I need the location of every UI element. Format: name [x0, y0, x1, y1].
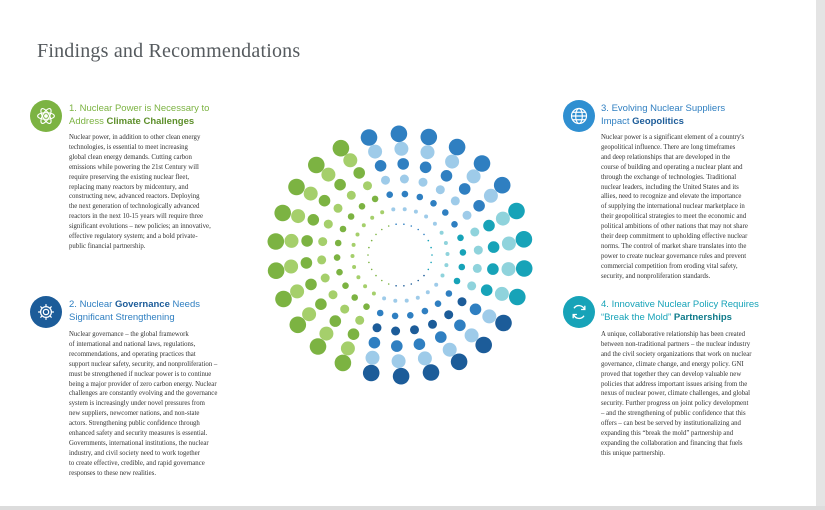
spiral-dot	[368, 262, 370, 264]
section-2-line: responses to these new realities.	[69, 469, 157, 477]
spiral-dot	[391, 340, 403, 352]
spiral-dot	[355, 316, 364, 325]
spiral-dot	[495, 287, 509, 301]
spiral-dot	[351, 254, 355, 258]
section-1-icon-badge	[30, 100, 62, 132]
section-2-line: recommendations, and operating practices that	[69, 350, 196, 358]
spiral-dot	[441, 170, 453, 182]
spiral-dot	[397, 158, 409, 170]
spiral-dot	[463, 211, 472, 220]
spiral-dot	[411, 225, 413, 227]
spiral-dot	[446, 290, 453, 297]
spiral-dot	[444, 310, 453, 319]
section-1-line: effective regulatory system; and a bold private-	[69, 233, 198, 241]
section-1-line: the next generation of technologically advanced	[69, 203, 200, 211]
spiral-dot	[342, 282, 349, 289]
spiral-dot	[370, 216, 374, 220]
spiral-dot	[405, 299, 409, 303]
section-4-line: and the civil society organizations that work on nuclear	[601, 350, 752, 358]
spiral-dot	[417, 229, 419, 231]
page-title: Findings and Recommendations	[37, 40, 301, 62]
spiral-dot	[317, 255, 326, 264]
section-4-line: policies that address important issues arising from the	[601, 380, 748, 388]
spiral-dot	[284, 260, 298, 274]
spiral-dot	[382, 296, 386, 300]
spiral-dot	[302, 307, 316, 321]
spiral-dot	[335, 240, 342, 247]
spiral-dot	[423, 275, 425, 277]
spiral-dot	[509, 289, 526, 306]
section-2-line: actors. Strengthening public confidence through	[69, 420, 200, 428]
spiral-dot	[391, 126, 408, 143]
spiral-dot	[434, 283, 438, 287]
section-2-heading-prefix: Nuclear	[79, 299, 115, 310]
spiral-dot	[417, 280, 419, 282]
spiral-dot	[470, 304, 482, 316]
section-4-line: expanding this “break the mold” partnership and	[601, 430, 734, 438]
section-4-line: governance, climate change, and energy policy. GNI	[601, 360, 744, 368]
section-4-line: expanding the collaboration and financing that fuels	[601, 439, 743, 447]
spiral-dot	[363, 303, 370, 310]
section-4-line: security. Further progress on joint policy development	[601, 400, 749, 408]
section-4-line: this unique partnership.	[601, 449, 665, 457]
spiral-dot	[446, 252, 450, 256]
section-4-line: nexus of nuclear power, climate challenges, and global	[601, 390, 751, 398]
spiral-dot	[324, 220, 333, 229]
section-1-line: emissions while powering the 21st Century will	[69, 163, 199, 171]
spiral-dot	[451, 196, 460, 205]
section-1-line: require preserving the existing nuclear fleet,	[69, 173, 190, 181]
spiral-dot	[411, 283, 413, 285]
spiral-dot	[340, 226, 347, 233]
spiral-dot	[333, 140, 350, 157]
spiral-dot	[329, 290, 338, 299]
spiral-dot	[268, 233, 285, 250]
spiral-dot	[421, 129, 438, 146]
spiral-dot	[315, 298, 327, 310]
atom-icon	[36, 106, 56, 126]
spiral-dot	[335, 355, 352, 372]
section-1-line: significant evolutions – new policies; an innovative,	[69, 223, 211, 231]
section-1-body	[69, 133, 259, 252]
spiral-dot	[291, 209, 305, 223]
section-4-line: between non-traditional partners – the nuclear industry	[601, 340, 751, 348]
section-3-heading-line1: Evolving Nuclear Suppliers	[611, 103, 726, 114]
spiral-dot	[474, 155, 491, 172]
section-2-line: system is increasingly under novel pressures from	[69, 400, 205, 408]
spiral-dot	[381, 280, 383, 282]
section-3-line: their geopolitical strategies to meet the economic and	[601, 213, 747, 221]
spiral-dot	[449, 139, 466, 156]
section-2-icon-badge	[30, 296, 62, 328]
section-2-heading	[69, 299, 200, 324]
spiral-dot	[454, 320, 466, 332]
section-2-line: Governments, international institutions, the nuclear	[69, 439, 209, 447]
spiral-dot	[380, 210, 384, 214]
spiral-dot	[359, 203, 366, 210]
spiral-dot	[356, 233, 360, 237]
spiral-dot	[274, 205, 291, 222]
viewer-margin-bottom	[0, 506, 825, 510]
spiral-dot	[372, 292, 376, 296]
spiral-dot	[470, 228, 479, 237]
spiral-dot	[403, 207, 407, 211]
spiral-dot	[363, 365, 380, 382]
section-2-line: enhanced safety and security measures is essential.	[69, 430, 208, 438]
spiral-dot	[422, 308, 429, 315]
spiral-dot	[334, 204, 343, 213]
viewer-margin-right	[816, 0, 825, 510]
spiral-dot	[451, 354, 468, 371]
section-2-body	[69, 330, 269, 479]
spiral-dot	[407, 312, 414, 319]
section-1-line: reactors in the next 10-15 years will require three	[69, 213, 203, 221]
spiral-dot	[308, 157, 325, 174]
spiral-dot	[458, 297, 467, 306]
spiral-dot	[467, 169, 481, 183]
section-4-heading-line1: Innovative Nuclear Policy Requires	[611, 299, 759, 310]
spiral-dot	[426, 290, 430, 294]
spiral-dot	[348, 328, 360, 340]
section-3-line: nuclear leaders, including the United States and its	[601, 183, 739, 191]
section-2-line: new suppliers, newcomer nations, and non-state	[69, 410, 200, 418]
spiral-dot	[483, 220, 495, 232]
gear-icon	[36, 302, 56, 322]
spiral-dot	[308, 214, 320, 226]
spiral-dot	[372, 196, 379, 203]
spiral-dot	[457, 235, 464, 242]
spiral-dot	[433, 222, 437, 226]
spiral-dot	[430, 200, 437, 207]
spiral-dot	[474, 246, 483, 255]
section-3-line: commercial competition from eroding vital safety,	[601, 262, 738, 270]
section-3-line: through the exchange of technologies. Traditional	[601, 173, 737, 181]
spiral-dot	[454, 278, 461, 285]
spiral-dot	[516, 260, 533, 277]
spiral-dot	[395, 223, 397, 225]
section-1-line: Nuclear power, in addition to other clean energy	[69, 134, 201, 141]
spiral-dot	[484, 189, 498, 203]
section-2-heading-bold: Governance	[114, 299, 170, 310]
section-4-heading-bold: Partnerships	[673, 311, 732, 323]
section-2-heading-line2: Significant Strengthening	[69, 311, 175, 323]
spiral-dot	[388, 225, 390, 227]
spiral-dot	[301, 257, 313, 269]
spiral-dot	[352, 243, 356, 247]
spiral-dot	[347, 191, 356, 200]
spiral-dot	[371, 240, 373, 242]
section-3-icon-badge	[563, 100, 595, 132]
spiral-dot	[394, 142, 408, 156]
section-3-line: geopolitical influence. There are long timeframes	[601, 143, 736, 151]
spiral-dot	[321, 168, 335, 182]
spiral-dot	[301, 235, 313, 247]
refresh-icon	[569, 302, 589, 322]
spiral-dot	[348, 213, 355, 220]
spiral-dot	[502, 262, 516, 276]
spiral-dot	[475, 337, 492, 354]
spiral-dot	[393, 299, 397, 303]
section-3-line: and deep relationships that are developed in the	[601, 153, 731, 161]
spiral-dot	[341, 341, 355, 355]
spiral-dot	[459, 183, 471, 195]
spiral-dot	[377, 310, 384, 317]
spiral-dot	[423, 364, 440, 381]
spiral-dot	[336, 269, 343, 276]
spiral-dot	[487, 263, 499, 275]
spiral-dot	[363, 284, 367, 288]
spiral-dot	[393, 368, 410, 385]
section-3-line: their deep commitment to upholding effective nuclear	[601, 233, 748, 241]
spiral-dot	[420, 162, 432, 174]
section-3-heading-line2-prefix: Impact	[601, 115, 633, 127]
spiral-dot	[318, 237, 327, 246]
spiral-dot	[366, 351, 380, 365]
spiral-dot	[428, 269, 430, 271]
spiral-dot	[310, 338, 327, 355]
spiral-dot	[381, 229, 383, 231]
spiral-dot	[417, 194, 424, 201]
spiral-dot	[392, 354, 406, 368]
spiral-dot	[288, 179, 305, 196]
spiral-dot	[375, 234, 377, 236]
spiral-dot	[369, 337, 381, 349]
spiral-dot	[430, 247, 432, 249]
spiral-dot	[351, 294, 358, 301]
section-4-line: A unique, collaborative relationship has been created	[601, 331, 746, 338]
spiral-dot	[440, 231, 444, 235]
spiral-dot	[459, 264, 466, 271]
spiral-dot	[334, 179, 346, 191]
spiral-dot	[375, 275, 377, 277]
spiral-dot	[442, 209, 449, 216]
spiral-dot	[418, 351, 432, 365]
spiral-dot	[321, 274, 330, 283]
section-3-heading	[601, 103, 725, 128]
spiral-dot	[361, 129, 378, 146]
spiral-dot	[465, 328, 479, 342]
section-3-heading-bold: Geopolitics	[632, 115, 684, 127]
section-2-line: being a major provider of zero carbon energy. Nuclear	[69, 380, 217, 388]
spiral-dot	[402, 191, 409, 198]
section-4-number: 4.	[601, 299, 609, 310]
spiral-dot	[473, 200, 485, 212]
spiral-dot	[371, 269, 373, 271]
section-3-body	[601, 133, 801, 282]
spiral-dot	[330, 315, 342, 327]
spiral-dot	[392, 313, 399, 320]
section-2-line: of international and national laws, regulations,	[69, 340, 196, 348]
section-4-line: – and the strengthening of public confidence that this	[601, 410, 746, 418]
spiral-dot	[268, 262, 285, 279]
spiral-dot	[444, 241, 448, 245]
spiral-dot	[363, 181, 372, 190]
spiral-dot	[473, 264, 482, 273]
spiral-dot	[428, 320, 437, 329]
spiral-dot	[367, 254, 369, 256]
section-3-line: power to create nuclear governance rules and prevent	[601, 252, 747, 260]
section-4-heading	[601, 299, 759, 324]
spiral-dot	[495, 315, 512, 332]
section-3-line: security, and nonproliferation standards.	[601, 272, 711, 280]
spiral-dot	[443, 343, 457, 357]
spiral-dot	[445, 155, 459, 169]
section-1-heading	[69, 103, 209, 128]
spiral-dot	[381, 176, 390, 185]
spiral-dot	[353, 167, 365, 179]
spiral-dot	[334, 254, 341, 261]
decorative-dot-spiral	[255, 123, 545, 393]
spiral-dot	[516, 231, 533, 248]
spiral-dot	[343, 153, 357, 167]
spiral-dot	[304, 187, 318, 201]
section-3-line: allies, need to recognize and elevate the importance	[601, 193, 742, 201]
spiral-dot	[444, 263, 448, 267]
section-1-heading-line2-prefix: Address	[69, 115, 107, 127]
globe-icon	[569, 106, 589, 126]
spiral-dot	[319, 195, 331, 207]
spiral-dot	[391, 207, 395, 211]
section-1-line: technologies, is essential to meet increasing	[69, 143, 188, 151]
spiral-dot	[375, 160, 387, 172]
section-3-line: course of building and operating a nuclear plant and	[601, 163, 743, 171]
spiral-dot	[494, 177, 511, 194]
spiral-dot	[400, 175, 409, 184]
spiral-dot	[436, 185, 445, 194]
section-4-line: offers – can best be served by institutionalizing and	[601, 420, 741, 428]
spiral-dot	[391, 327, 400, 336]
spiral-dot	[419, 178, 428, 187]
spiral-dot	[362, 223, 366, 227]
spiral-dot	[410, 325, 419, 334]
section-4-icon-badge	[563, 296, 595, 328]
spiral-dot	[388, 283, 390, 285]
section-4-line: proved that together they can develop valuable new	[601, 370, 742, 378]
spiral-dot	[502, 237, 516, 251]
spiral-dot	[441, 274, 445, 278]
spiral-dot	[482, 309, 496, 323]
spiral-dot	[356, 275, 360, 279]
spiral-dot	[416, 296, 420, 300]
spiral-dot	[305, 279, 317, 291]
spiral-dot	[496, 212, 510, 226]
section-2-number: 2.	[69, 299, 77, 310]
section-4-heading-line2-prefix: “Break the Mold”	[601, 311, 674, 323]
section-2-line: challenges are constantly evolving and the governance	[69, 390, 218, 398]
spiral-dot	[435, 331, 447, 343]
spiral-dot	[386, 191, 393, 198]
spiral-dot	[430, 262, 432, 264]
spiral-dot	[414, 210, 418, 214]
spiral-dot	[373, 323, 382, 332]
spiral-dot	[508, 203, 525, 220]
spiral-dot	[414, 338, 426, 350]
spiral-dot	[340, 305, 349, 314]
section-3-number: 3.	[601, 103, 609, 114]
section-1-line: public financial partnership.	[69, 242, 146, 250]
spiral-dot	[285, 234, 299, 248]
spiral-dot	[488, 241, 500, 253]
section-4-body	[601, 330, 801, 459]
spiral-dot	[424, 215, 428, 219]
spiral-dot	[290, 317, 307, 334]
spiral-dot	[403, 223, 405, 225]
section-2-line: must be strengthened if nuclear power is to continue	[69, 370, 212, 378]
spiral-dot	[428, 240, 430, 242]
section-2-line: Nuclear governance – the global framework	[69, 331, 189, 338]
spiral-dot	[481, 284, 493, 296]
section-1-heading-line1: Nuclear Power is Necessary to	[79, 103, 210, 114]
spiral-dot	[368, 145, 382, 159]
section-3-line: of supplying the international nuclear marketplace in	[601, 203, 745, 211]
section-2-heading-suffix: Needs	[169, 299, 200, 310]
spiral-dot	[368, 247, 370, 249]
spiral-dot	[290, 284, 304, 298]
spiral-dot	[421, 145, 435, 159]
spiral-dot	[451, 221, 458, 228]
spiral-dot	[467, 281, 476, 290]
spiral-dot	[395, 285, 397, 287]
spiral-dot	[460, 249, 467, 256]
section-1-number: 1.	[69, 103, 77, 114]
section-2-line: to create effective, credible, and rapid governance	[69, 459, 205, 467]
section-2-line: industry, and civil society need to work together	[69, 449, 200, 457]
spiral-dot	[423, 234, 425, 236]
section-1-line: constructing new, advanced reactors. Deploying	[69, 193, 200, 201]
section-1-heading-bold: Climate Challenges	[106, 115, 195, 127]
section-1-line: global clean energy demands. Cutting carbon	[69, 153, 192, 161]
spiral-dot	[435, 300, 442, 307]
spiral-dot	[352, 265, 356, 269]
section-3-line: political ambitions of other nations that may not share	[601, 223, 748, 231]
section-2-line: support nuclear safety, security, and nonproliferation –	[69, 360, 218, 368]
section-3-line: norms. The control of market share translates into the	[601, 242, 747, 250]
section-3-line: Nuclear power is a significant element of a country's	[601, 134, 745, 141]
section-1-line: replacing many reactors by midcentury, and	[69, 183, 189, 191]
spiral-dot	[403, 285, 405, 287]
spiral-dot	[319, 327, 333, 341]
spiral-dot	[275, 291, 292, 308]
spiral-dot	[431, 254, 433, 256]
